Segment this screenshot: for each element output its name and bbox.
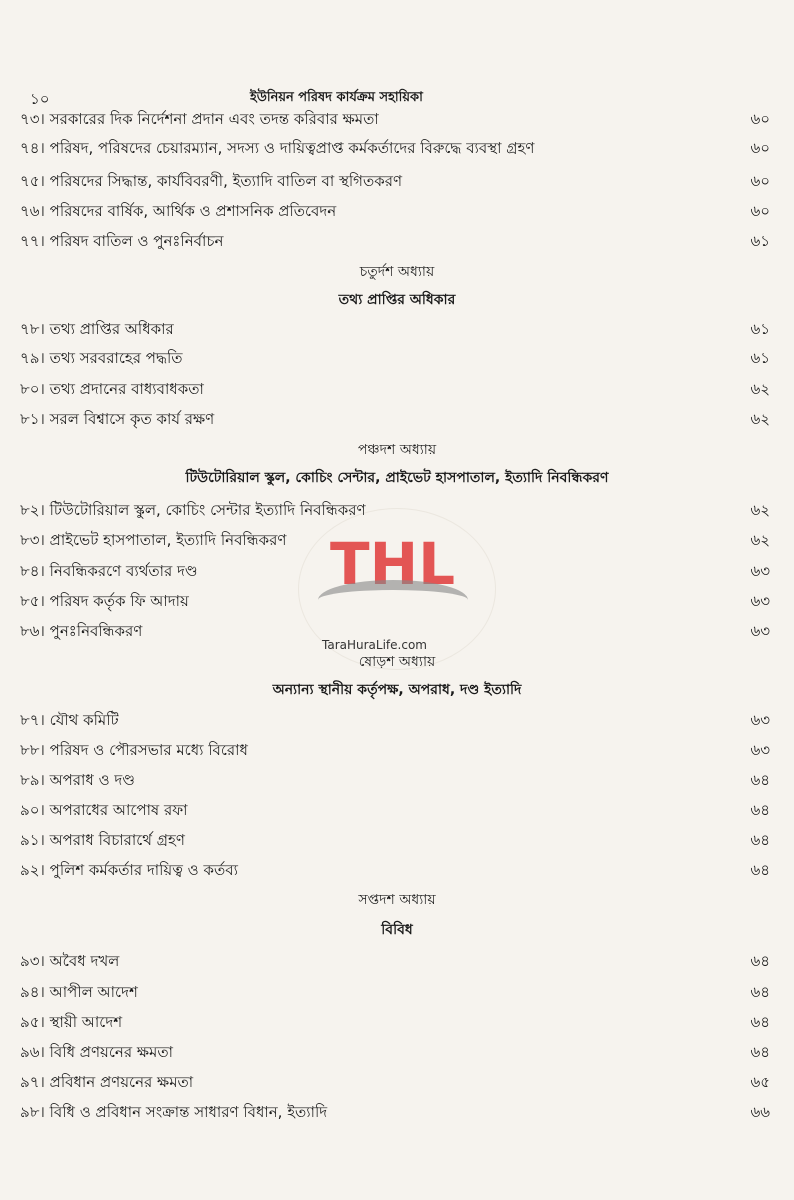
toc-entry: ৯১। অপরাধ বিচারার্থে গ্রহণ ৬৪ (20, 831, 770, 849)
toc-entry: ৭৩। সরকারের দিক নির্দেশনা প্রদান এবং তদন্ত করিবার ক্ষমতা ৬০ (20, 110, 770, 128)
toc-entry: ৮৯। অপরাধ ও দণ্ড ৬৪ (20, 771, 770, 789)
toc-entry: ৮১। সরল বিশ্বাসে কৃত কার্য রক্ষণ ৬২ (20, 410, 770, 428)
chapter-title: সপ্তদশ অধ্যায় (358, 892, 436, 908)
toc-entry: ৭৫। পরিষদের সিদ্ধান্ত, কার্যবিবরণী, ইত্যাদি বাতিল বা স্থগিতকরণ ৬০ (20, 172, 770, 190)
chapter-title: ষোড়শ অধ্যায় (358, 654, 436, 670)
toc-entry: ৯৭। প্রবিধান প্রণয়নের ক্ষমতা ৬৫ (20, 1073, 770, 1091)
chapter-title: পঞ্চদশ অধ্যায় (357, 442, 437, 458)
toc-entry: ৮৫। পরিষদ কর্তৃক ফি আদায় ৬৩ (20, 592, 770, 610)
watermark-logo: THL (330, 530, 456, 598)
toc-entry: ৭৬। পরিষদের বার্ষিক, আর্থিক ও প্রশাসনিক প্রতিবেদন ৬০ (20, 202, 770, 220)
toc-entry: ৮২। টিউটোরিয়াল স্কুল, কোচিং সেন্টার ইত্যাদি নিবন্ধিকরণ ৬২ (20, 501, 770, 519)
toc-entry: ৮৬। পুনঃনিবন্ধিকরণ ৬৩ (20, 622, 770, 640)
toc-entry: ৯৪। আপীল আদেশ ৬৪ (20, 983, 770, 1001)
toc-entry: ৯৫। স্থায়ী আদেশ ৬৪ (20, 1013, 770, 1031)
toc-entry: ৯৬। বিধি প্রণয়নের ক্ষমতা ৬৪ (20, 1043, 770, 1061)
toc-entry: ৭৭। পরিষদ বাতিল ও পুনঃনির্বাচন ৬১ (20, 232, 770, 250)
chapter-subtitle: টিউটোরিয়াল স্কুল, কোচিং সেন্টার, প্রাইভেট হাসপাতাল, ইত্যাদি নিবন্ধিকরণ (185, 470, 609, 486)
toc-entry: ৯৮। বিধি ও প্রবিধান সংক্রান্ত সাধারণ বিধান, ইত্যাদি ৬৬ (20, 1103, 770, 1121)
toc-entry: ৯০। অপরাধের আপোষ রফা ৬৪ (20, 801, 770, 819)
toc-entry: ৮৪। নিবন্ধিকরণে ব্যর্থতার দণ্ড ৬৩ (20, 562, 770, 580)
toc-entry: ৭৯। তথ্য সরবরাহের পদ্ধতি ৬১ (20, 349, 770, 367)
toc-entry: ৯২। পুলিশ কর্মকর্তার দায়িত্ব ও কর্তব্য ৬৪ (20, 861, 770, 879)
chapter-subtitle: তথ্য প্রাপ্তির অধিকার (338, 292, 456, 308)
toc-entry: ৮৩। প্রাইভেট হাসপাতাল, ইত্যাদি নিবন্ধিকরণ ৬২ (20, 531, 770, 549)
toc-entry: ৮৭। যৌথ কমিটি ৬৩ (20, 711, 770, 729)
toc-entry: ৭৮। তথ্য প্রাপ্তির অধিকার ৬১ (20, 320, 770, 338)
toc-entry: ৯৩। অবৈধ দখল ৬৪ (20, 952, 770, 970)
toc-entry: ৮০। তথ্য প্রদানের বাধ্যবাধকতা ৬২ (20, 380, 770, 398)
chapter-subtitle: বিবিধ (381, 922, 413, 938)
chapter-subtitle: অন্যান্য স্থানীয় কর্তৃপক্ষ, অপরাধ, দণ্ড ইত্যাদি (272, 682, 522, 698)
toc-entry: ৭৪। পরিষদ, পরিষদের চেয়ারম্যান, সদস্য ও দায়িত্বপ্রাপ্ত কর্মকর্তাদের বিরুদ্ধে ব্যবস্থা গ্রহণ ৬০ (20, 139, 770, 157)
toc-entry: ৮৮। পরিষদ ও পৌরসভার মধ্যে বিরোধ ৬৩ (20, 741, 770, 759)
chapter-title: চতুর্দশ অধ্যায় (359, 264, 435, 280)
page-number: ১০ (30, 90, 50, 108)
running-head: ইউনিয়ন পরিষদ কার্যক্রম সহায়িকা (250, 90, 423, 105)
watermark-site: TaraHuraLife.com (322, 638, 427, 652)
